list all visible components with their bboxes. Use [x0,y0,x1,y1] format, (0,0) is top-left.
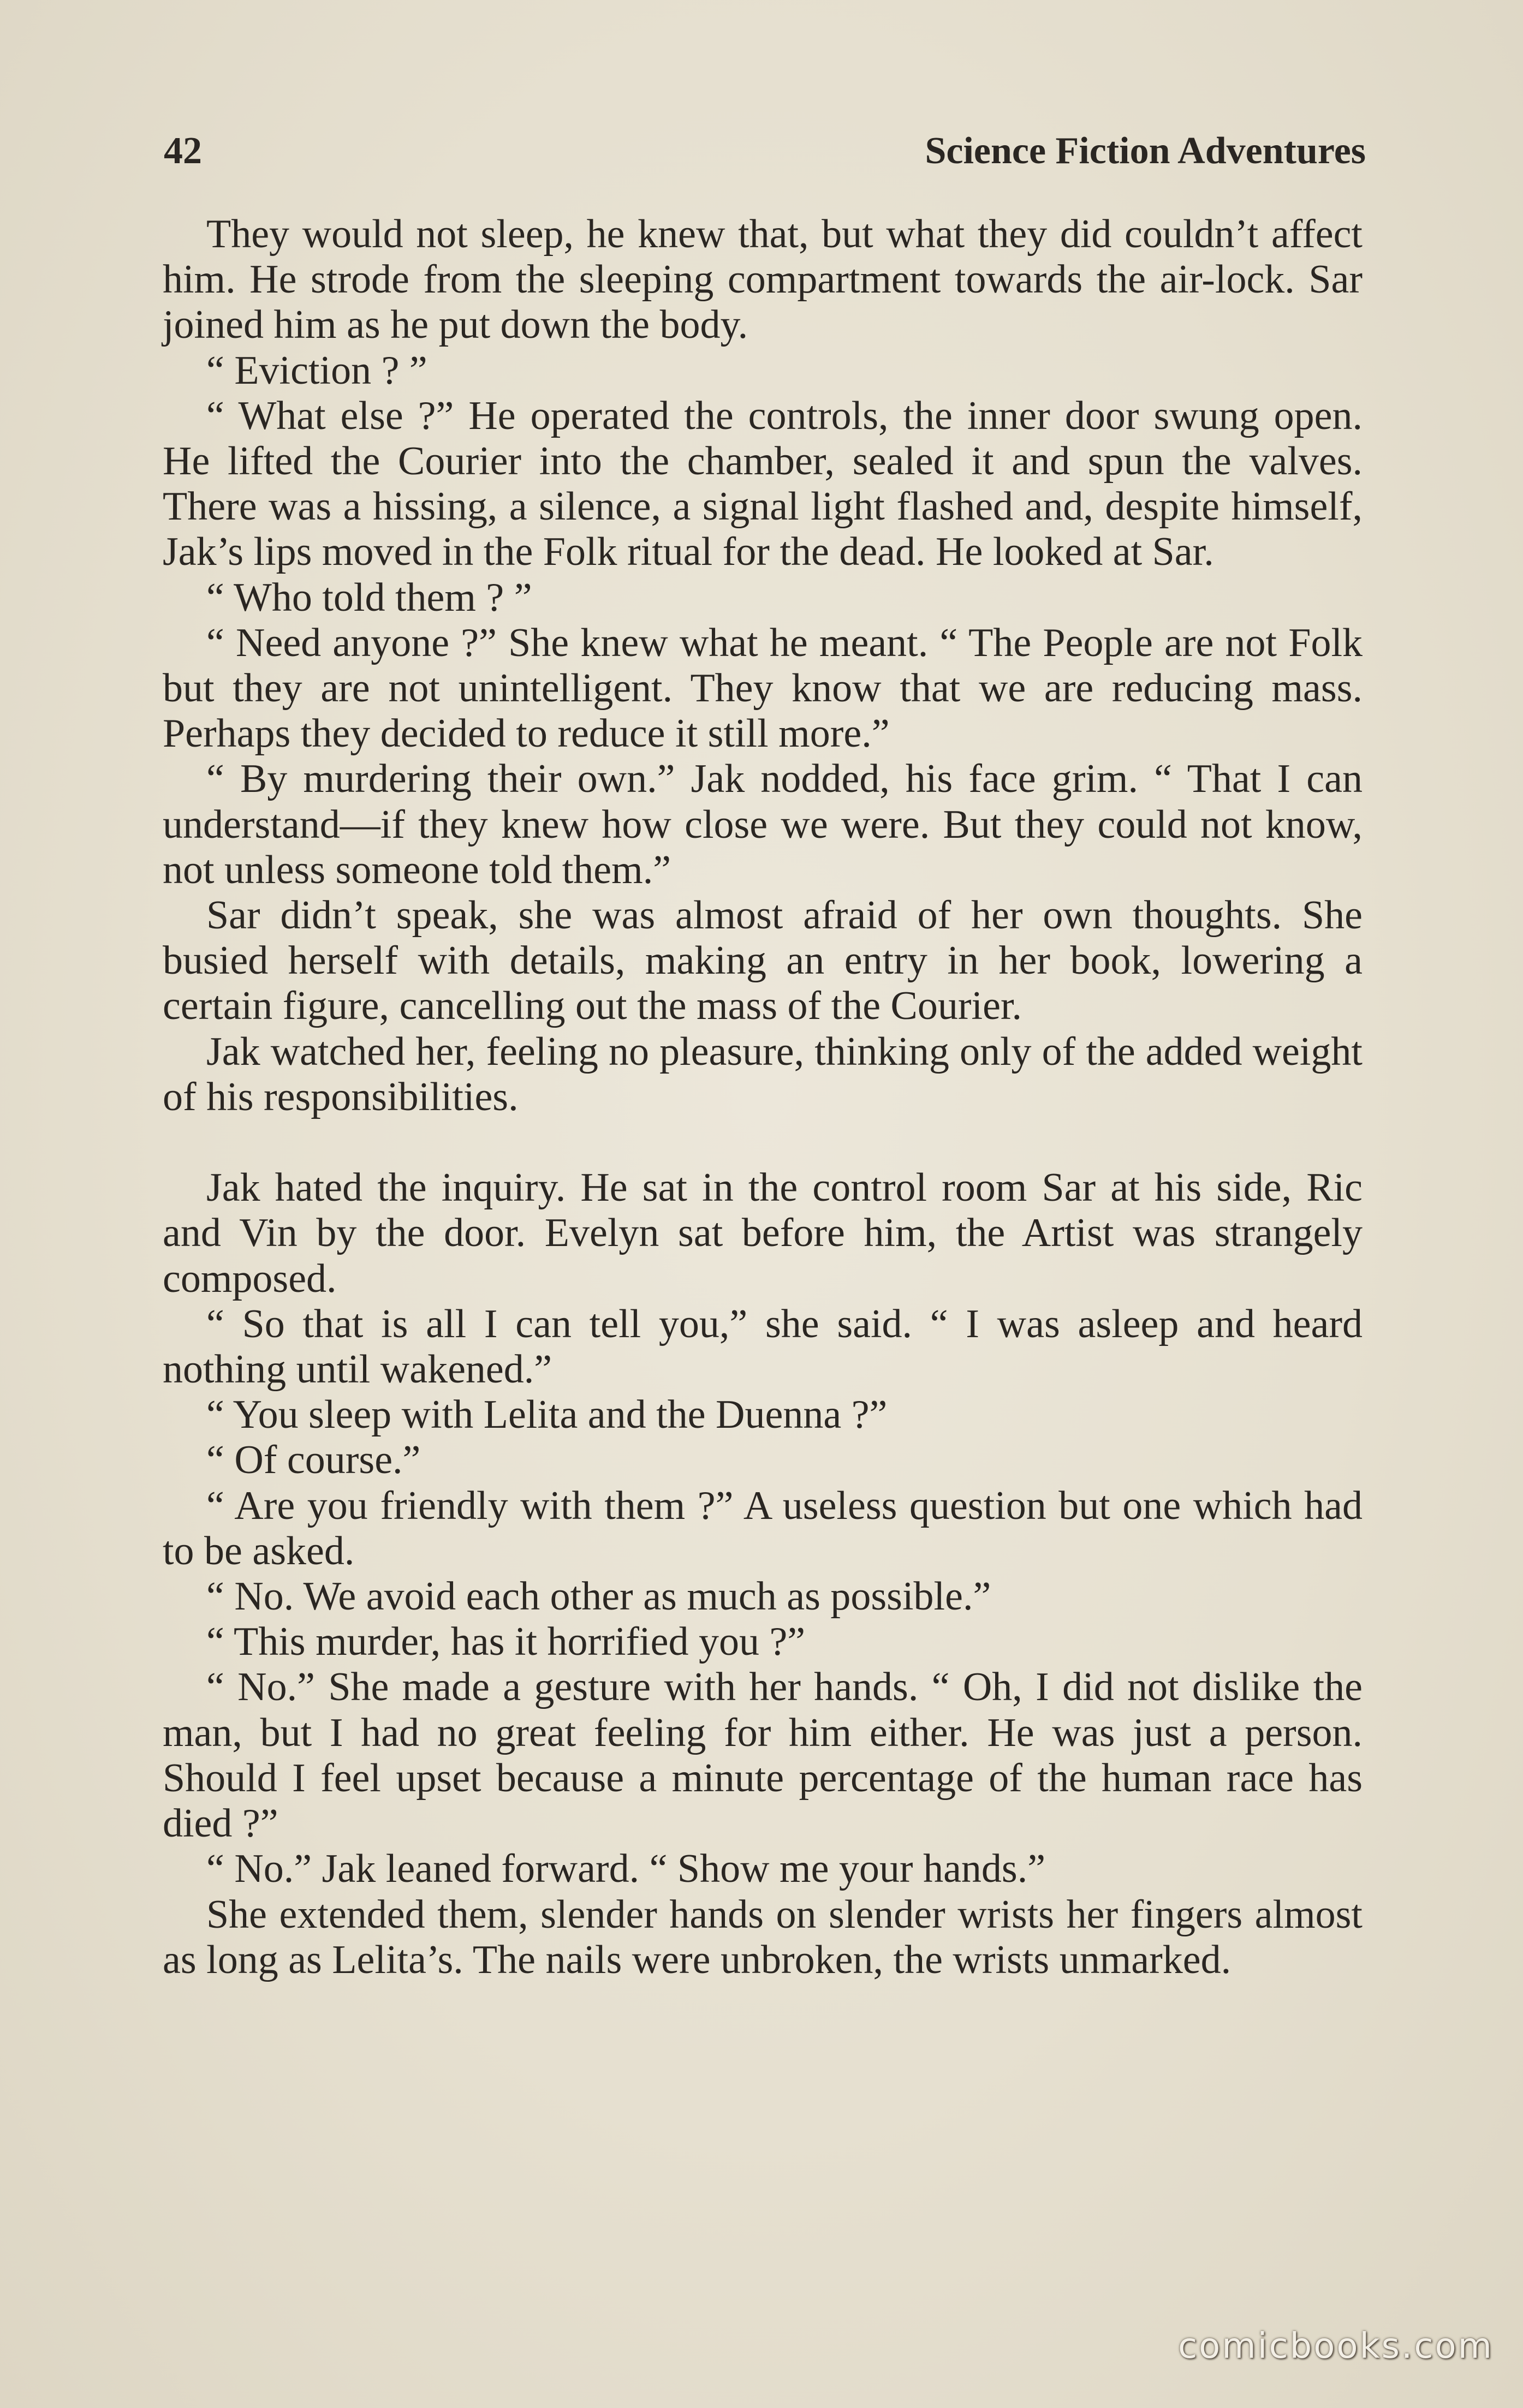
section-break [163,1120,1363,1165]
paragraph: “ No.” She made a gesture with her hands. “ Oh, I did not dislike the man, but I had no great feeling for him either. He was just a person. Should I feel upset because a minute percentage of the human race has died ?” [163,1665,1363,1846]
paragraph: “ This murder, has it horrified you ?” [206,1619,806,1665]
watermark: comicbooks.com [1177,2326,1494,2367]
paragraph: “ So that is all I can tell you,” she said. “ I was asleep and heard nothing until wakened.” [163,1301,1363,1392]
paragraph: “ Eviction ? ” [206,348,427,393]
paragraph: “ Of course.” [206,1438,421,1483]
paragraph: They would not sleep, he knew that, but what they did couldn’t affect him. He strode from the sleeping compartment towards the air-lock. Sar joined him as he put down the body. [163,212,1363,348]
paragraph: “ Are you friendly with them ?” A useless question but one which had to be asked. [163,1483,1363,1573]
paragraph: Jak hated the inquiry. He sat in the control room Sar at his side, Ric and Vin by the door. Evelyn sat before him, the Artist was strangely composed. [163,1165,1363,1301]
page-header [164,121,1366,181]
paragraph: “ You sleep with Lelita and the Duenna ?” [206,1392,888,1438]
paragraph: “ No.” Jak leaned forward. “ Show me your hands.” [206,1846,1046,1892]
running-title: Science Fiction Adventures [925,130,1366,172]
paragraph: “ No. We avoid each other as much as possible.” [206,1574,991,1619]
page-number: 42 [164,130,202,172]
paragraph: “ Need anyone ?” She knew what he meant. “ The People are not Folk but they are not unintelligent. They know that we are reducing mass. Perhaps they decided to reduce it still more.” [163,620,1363,756]
body-text [163,212,1363,1983]
paragraph: Jak watched her, feeling no pleasure, thinking only of the added weight of his responsibilities. [163,1029,1363,1119]
paragraph: “ Who told them ? ” [206,575,532,620]
paragraph: Sar didn’t speak, she was almost afraid of her own thoughts. She busied herself with details, making an entry in her book, lowering a certain figure, cancelling out the mass of the Courier. [163,893,1363,1029]
paragraph: “ What else ?” He operated the controls, the inner door swung open. He lifted the Courier into the chamber, sealed it and spun the valves. There was a hissing, a silence, a signal light flashed and, despite himself, Jak’s lips moved in the Folk ritual for the dead. He looked at Sar. [163,393,1363,575]
paragraph: She extended them, slender hands on slender wrists her fingers almost as long as Lelita’s. The nails were unbroken, the wrists unmarked. [163,1892,1363,1982]
paragraph: “ By murdering their own.” Jak nodded, his face grim. “ That I can understand—if they knew how close we were. But they could not know, not unless someone told them.” [163,756,1363,892]
